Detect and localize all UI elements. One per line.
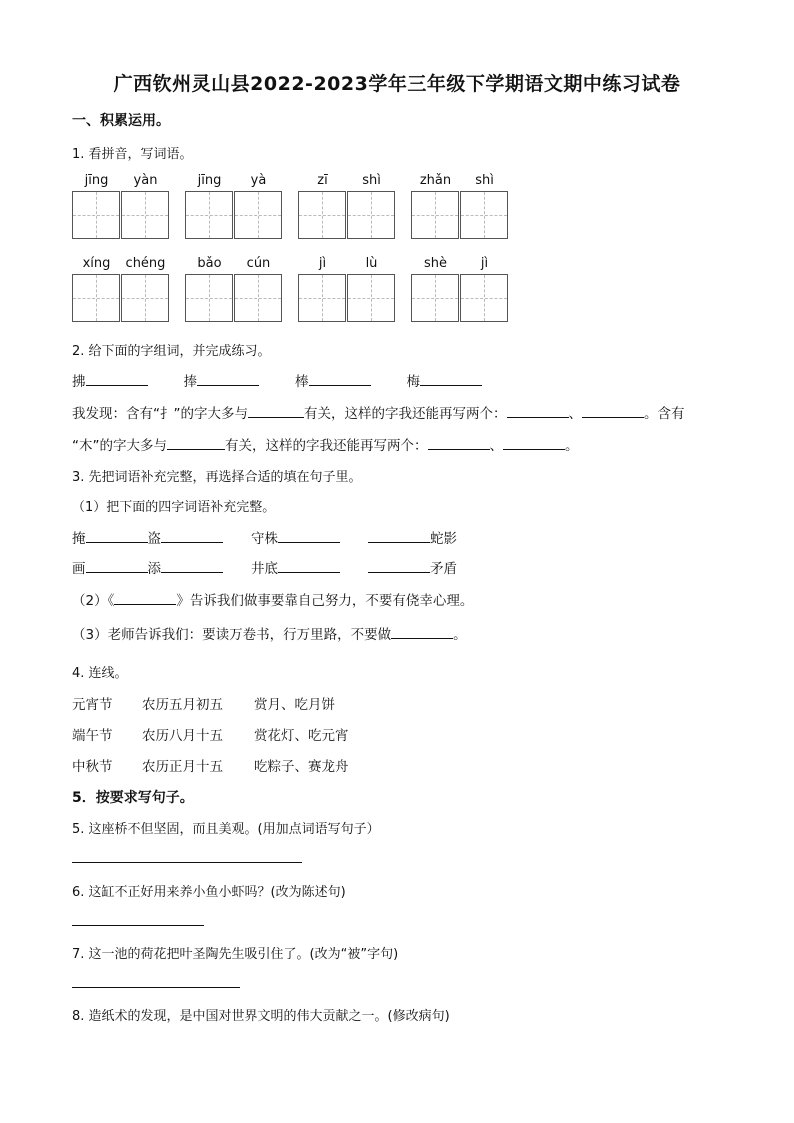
matching-row bbox=[72, 724, 349, 744]
answer-blank[interactable] bbox=[278, 558, 340, 573]
answer-blank[interactable] bbox=[309, 371, 371, 386]
festival-date[interactable]: 农历八月十五 bbox=[142, 728, 223, 744]
answer-blank[interactable] bbox=[114, 590, 176, 605]
pinyin-label: shì bbox=[362, 173, 381, 188]
writing-grid[interactable] bbox=[234, 191, 282, 239]
writing-grid[interactable] bbox=[234, 274, 282, 322]
question-3-sub2 bbox=[72, 589, 473, 609]
question-3-sub1: （1）把下面的四字词语补充完整。 bbox=[72, 500, 276, 515]
question-2-prompt: 2. 给下面的字组词，并完成练习。 bbox=[72, 344, 271, 359]
answer-line[interactable] bbox=[72, 925, 204, 926]
text: 盗 bbox=[147, 531, 161, 547]
writing-grid[interactable] bbox=[121, 191, 169, 239]
char-item: 梅 bbox=[406, 374, 420, 390]
pinyin-label: jì bbox=[318, 256, 327, 271]
answer-blank[interactable] bbox=[428, 435, 490, 450]
idiom-row-1 bbox=[72, 527, 457, 547]
text: 守株 bbox=[251, 531, 278, 547]
question-1-prompt: 1. 看拼音，写词语。 bbox=[72, 147, 193, 162]
festival-name[interactable]: 元宵节 bbox=[72, 697, 113, 713]
answer-blank[interactable] bbox=[278, 528, 340, 543]
answer-blank[interactable] bbox=[507, 403, 569, 418]
answer-line[interactable] bbox=[72, 987, 240, 988]
text: 掩 bbox=[72, 531, 86, 547]
text: 井底 bbox=[251, 561, 278, 577]
discovery-line-1 bbox=[72, 402, 685, 422]
text: 》告诉我们做事要靠自己努力，不要有侥幸心理。 bbox=[176, 593, 474, 609]
festival-date[interactable]: 农历正月十五 bbox=[142, 759, 223, 775]
writing-grid[interactable] bbox=[121, 274, 169, 322]
word-building-row bbox=[72, 370, 482, 390]
text: 、 bbox=[568, 406, 582, 422]
writing-grid[interactable] bbox=[460, 191, 508, 239]
matching-row bbox=[72, 693, 335, 713]
answer-blank[interactable] bbox=[503, 435, 565, 450]
answer-blank[interactable] bbox=[248, 403, 304, 418]
pinyin-label: cún bbox=[246, 256, 271, 271]
answer-line[interactable] bbox=[72, 862, 302, 863]
text: （3）老师告诉我们：要读万卷书，行万里路，不要做 bbox=[72, 627, 392, 643]
section-heading-1: 一、积累运用。 bbox=[72, 113, 170, 129]
pinyin-label: chéng bbox=[125, 256, 166, 271]
writing-grid[interactable] bbox=[72, 191, 120, 239]
text: 。 bbox=[565, 438, 579, 454]
festival-name[interactable]: 端午节 bbox=[72, 728, 113, 744]
pinyin-label: lù bbox=[365, 256, 378, 271]
page-title: 广西钦州灵山县2022-2023学年三年级下学期语文期中练习试卷 bbox=[113, 73, 681, 95]
writing-grid[interactable] bbox=[298, 191, 346, 239]
writing-grid[interactable] bbox=[460, 274, 508, 322]
answer-blank[interactable] bbox=[391, 624, 453, 639]
writing-grid[interactable] bbox=[298, 274, 346, 322]
text: “木”的字大多与 bbox=[72, 438, 167, 454]
pinyin-label: jīng bbox=[84, 173, 109, 188]
char-item: 捧 bbox=[183, 374, 197, 390]
discovery-line-2 bbox=[72, 434, 579, 454]
festival-date[interactable]: 农历五月初五 bbox=[142, 697, 223, 713]
answer-blank[interactable] bbox=[582, 403, 644, 418]
pinyin-label: yà bbox=[250, 173, 267, 188]
text: 、 bbox=[489, 438, 503, 454]
festival-custom[interactable]: 吃粽子、赛龙舟 bbox=[254, 759, 349, 775]
question-3-prompt: 3. 先把词语补充完整，再选择合适的填在句子里。 bbox=[72, 470, 362, 485]
question-4-prompt: 4. 连线。 bbox=[72, 666, 128, 681]
question-3-sub3 bbox=[72, 623, 467, 643]
pinyin-label: shè bbox=[423, 256, 447, 271]
section-heading-5: 5．按要求写句子。 bbox=[72, 790, 194, 806]
text: （2）《 bbox=[72, 593, 115, 609]
pinyin-label: yàn bbox=[133, 173, 158, 188]
festival-custom[interactable]: 赏花灯、吃元宵 bbox=[254, 728, 349, 744]
text: 。 bbox=[453, 627, 467, 643]
char-item: 棒 bbox=[295, 374, 309, 390]
pinyin-label: jì bbox=[480, 256, 489, 271]
text: 我发现：含有“扌”的字大多与 bbox=[72, 406, 248, 422]
pinyin-label: zhǎn bbox=[419, 173, 452, 188]
pinyin-label: xíng bbox=[82, 256, 111, 271]
idiom-row-2 bbox=[72, 557, 457, 577]
writing-grid[interactable] bbox=[185, 274, 233, 322]
answer-blank[interactable] bbox=[420, 371, 482, 386]
answer-blank[interactable] bbox=[368, 558, 430, 573]
matching-row bbox=[72, 755, 349, 775]
writing-grid[interactable] bbox=[411, 191, 459, 239]
pinyin-label: jīng bbox=[197, 173, 222, 188]
writing-grid[interactable] bbox=[185, 191, 233, 239]
writing-grid[interactable] bbox=[347, 191, 395, 239]
pinyin-label: bǎo bbox=[197, 256, 222, 271]
answer-blank[interactable] bbox=[86, 558, 148, 573]
sentence-task-7: 7. 这一池的荷花把叶圣陶先生吸引住了。(改为“被”字句) bbox=[72, 947, 399, 962]
writing-grid[interactable] bbox=[347, 274, 395, 322]
answer-blank[interactable] bbox=[197, 371, 259, 386]
sentence-task-5: 5. 这座桥不但坚固，而且美观。(用加点词语写句子） bbox=[72, 822, 380, 837]
answer-blank[interactable] bbox=[368, 528, 430, 543]
text: 画 bbox=[72, 561, 86, 577]
sentence-task-8: 8. 造纸术的发现，是中国对世界文明的伟大贡献之一。(修改病句) bbox=[72, 1009, 450, 1024]
answer-blank[interactable] bbox=[167, 435, 225, 450]
answer-blank[interactable] bbox=[86, 528, 148, 543]
festival-custom[interactable]: 赏月、吃月饼 bbox=[254, 697, 335, 713]
char-item: 拂 bbox=[72, 374, 86, 390]
text: 有关，这样的字我还能再写两个： bbox=[225, 438, 428, 454]
text: 蛇影 bbox=[430, 531, 457, 547]
answer-blank[interactable] bbox=[161, 558, 223, 573]
writing-grid[interactable] bbox=[411, 274, 459, 322]
text: 添 bbox=[147, 561, 161, 577]
answer-blank[interactable] bbox=[86, 371, 148, 386]
festival-name[interactable]: 中秋节 bbox=[72, 759, 113, 775]
pinyin-label: shì bbox=[475, 173, 494, 188]
sentence-task-6: 6. 这缸不正好用来养小鱼小虾吗？(改为陈述句) bbox=[72, 885, 346, 900]
answer-blank[interactable] bbox=[161, 528, 223, 543]
text: 。含有 bbox=[644, 406, 685, 422]
pinyin-label: zī bbox=[317, 173, 328, 188]
writing-grid[interactable] bbox=[72, 274, 120, 322]
text: 矛盾 bbox=[430, 561, 457, 577]
text: 有关，这样的字我还能再写两个： bbox=[304, 406, 507, 422]
